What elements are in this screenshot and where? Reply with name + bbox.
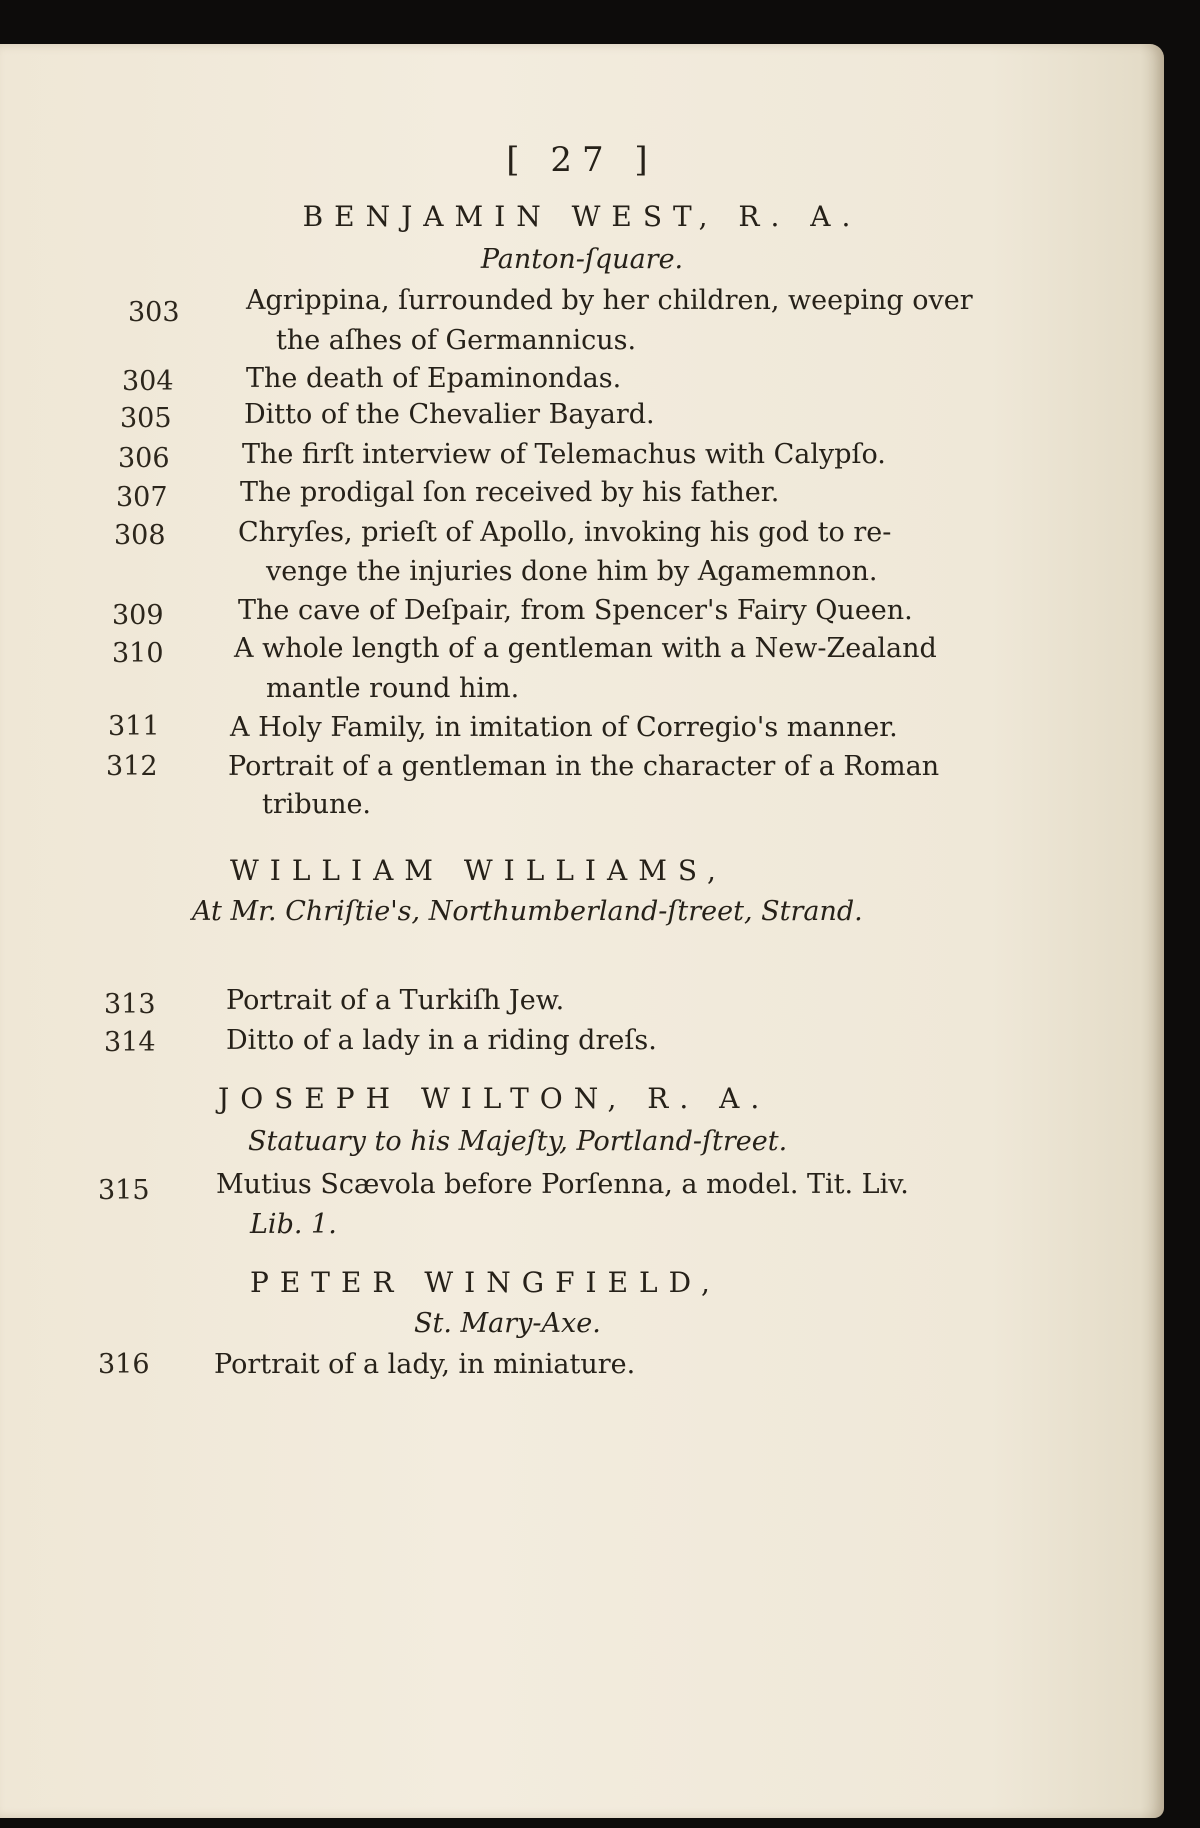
- artist-name: BENJAMIN WEST, R. A.: [302, 200, 862, 233]
- catalogue-number: 308: [114, 520, 166, 551]
- catalogue-number: 314: [104, 1027, 156, 1058]
- artist-name: PETER WINGFIELD,: [250, 1266, 721, 1299]
- catalogue-number: 309: [112, 600, 164, 631]
- entry-line: Lib. 1.: [250, 1209, 337, 1240]
- entry-line: The firſt interview of Telemachus with Calypſo.: [242, 439, 886, 470]
- catalogue-number: 306: [118, 443, 170, 474]
- catalogue-number: 307: [116, 482, 168, 513]
- catalogue-number: 304: [122, 366, 174, 397]
- entry-line: Portrait of a gentleman in the character of a Roman: [228, 751, 940, 782]
- artist-address: St. Mary-Axe.: [414, 1308, 601, 1339]
- book-page: [0, 44, 1164, 1818]
- entry-line: The cave of Deſpair, from Spencer's Fairy Queen.: [238, 595, 913, 626]
- entry-line: A Holy Family, in imitation of Corregio's manner.: [230, 712, 898, 743]
- entry-line: Mutius Scævola before Porſenna, a model. Tit. Liv.: [216, 1169, 909, 1200]
- artist-address: Panton-ſquare.: [480, 244, 684, 275]
- entry-line: A whole length of a gentleman with a New-Zealand: [234, 633, 937, 664]
- artist-address: Statuary to his Majeſty, Portland-ſtreet.: [248, 1126, 788, 1157]
- entry-line: Portrait of a lady, in miniature.: [214, 1349, 636, 1380]
- catalogue-number: 312: [106, 751, 158, 782]
- artist-name: WILLIAM WILLIAMS,: [230, 854, 727, 887]
- entry-line: The prodigal ſon received by his father.: [240, 477, 780, 508]
- catalogue-number: 305: [120, 403, 172, 434]
- entry-line: tribune.: [262, 789, 372, 820]
- entry-line: Portrait of a Turkiſh Jew.: [226, 985, 565, 1016]
- entry-line: Chryſes, prieſt of Apollo, invoking his god to re-: [238, 517, 892, 548]
- entry-line: the aſhes of Germannicus.: [276, 325, 637, 356]
- catalogue-number: 311: [108, 711, 160, 742]
- artist-address: At Mr. Chriſtie's, Northumberland-ſtreet, Strand.: [192, 896, 863, 927]
- catalogue-number: 313: [104, 989, 156, 1020]
- catalogue-number: 316: [98, 1349, 150, 1380]
- artist-name: JOSEPH WILTON, R. A.: [218, 1082, 771, 1115]
- catalogue-number: 303: [128, 297, 180, 328]
- catalogue-number: 310: [112, 638, 164, 669]
- page-number: [ 27 ]: [506, 140, 658, 180]
- entry-line: The death of Epaminondas.: [246, 363, 622, 394]
- entry-line: mantle round him.: [266, 673, 520, 704]
- catalogue-number: 315: [98, 1175, 150, 1206]
- entry-line: venge the injuries done him by Agamemnon.: [266, 556, 878, 587]
- entry-line: Ditto of the Chevalier Bayard.: [244, 399, 655, 430]
- entry-line: Agrippina, ſurrounded by her children, weeping over: [246, 285, 973, 316]
- entry-line: Ditto of a lady in a riding dreſs.: [226, 1025, 657, 1056]
